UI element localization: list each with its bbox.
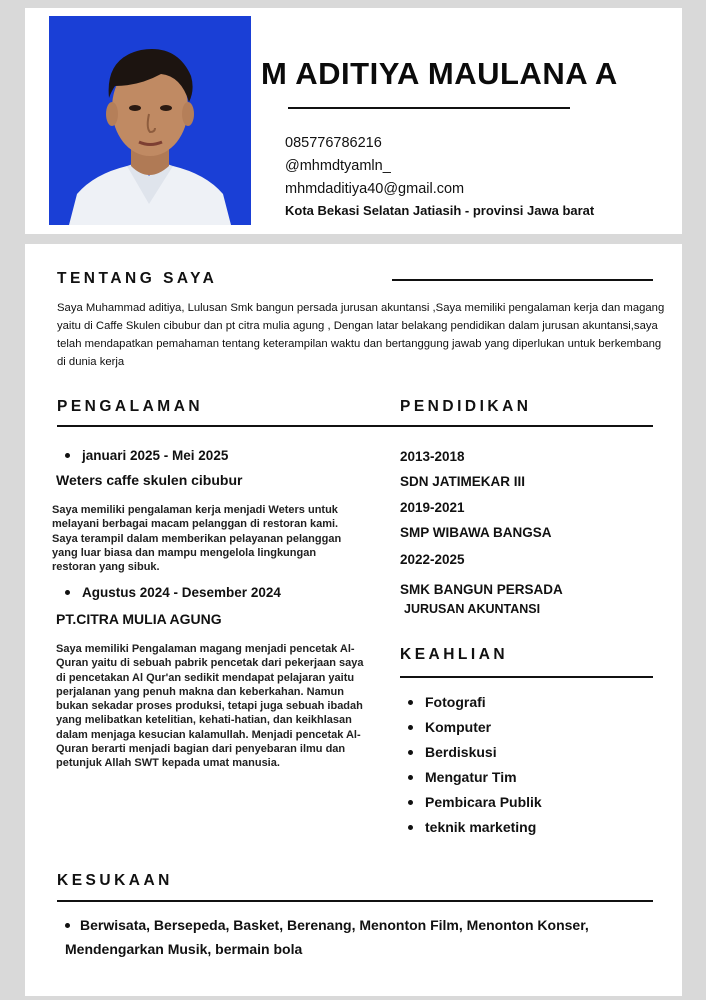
header-card <box>25 8 682 234</box>
hobbies-list <box>65 913 645 961</box>
hobbies-text: Berwisata, Bersepeda, Basket, Berenang, Menonton Film, Menonton Konser, Mendengarkan Musik, bermain bola <box>65 917 589 957</box>
experience-period-1 <box>65 448 228 463</box>
bullet-icon <box>408 750 413 755</box>
bullet-icon <box>65 590 70 595</box>
skill-item <box>408 740 542 765</box>
skills-title: KEAHLIAN <box>400 646 509 663</box>
skills-divider <box>400 676 653 678</box>
experience-description-1: Saya memiliki pengalaman kerja menjadi Weters untuk melayani berbagai macam pelanggan di restoran kami. Saya terampil dalam memberikan pelayanan pelanggan yang luar biasa dan mampu mengelola lingkungan restoran yang sibuk. <box>52 504 342 574</box>
bullet-icon <box>408 775 413 780</box>
experience-title: PENGALAMAN <box>57 398 204 415</box>
education-school-2: SMP WIBAWA BANGSA <box>400 525 552 540</box>
hobbies-title: KESUKAAN <box>57 872 173 889</box>
candidate-name: M ADITIYA MAULANA A <box>261 56 618 91</box>
skill-item <box>408 715 542 740</box>
skill-item-label: teknik marketing <box>425 819 537 835</box>
education-title: PENDIDIKAN <box>400 398 532 415</box>
bullet-icon <box>65 923 70 928</box>
education-years-2: 2019-2021 <box>400 500 465 515</box>
education-school-1: SDN JATIMEKAR III <box>400 474 526 489</box>
skill-item-label: Komputer <box>425 719 492 735</box>
bullet-icon <box>408 825 413 830</box>
bullet-icon <box>408 725 413 730</box>
bullet-icon <box>65 453 70 458</box>
experience-period-text: januari 2025 - Mei 2025 <box>82 448 229 463</box>
profile-photo <box>49 16 251 225</box>
home-address: Kota Bekasi Selatan Jatiasih - provinsi Jawa barat <box>285 203 595 218</box>
experience-period-2 <box>65 585 281 600</box>
skill-item-label: Pembicara Publik <box>425 794 542 810</box>
skill-item-label: Berdiskusi <box>425 744 497 760</box>
email-address: mhmdaditiya40@gmail.com <box>285 181 465 197</box>
bullet-icon <box>408 700 413 705</box>
education-years-3: 2022-2025 <box>400 552 465 567</box>
skills-list <box>408 690 542 840</box>
experience-company-1: Weters caffe skulen cibubur <box>56 472 243 488</box>
skill-item <box>408 815 542 840</box>
experience-company-2: PT.CITRA MULIA AGUNG <box>56 611 222 627</box>
experience-education-divider <box>57 425 653 427</box>
education-school-3: SMK BANGUN PERSADA <box>400 582 563 597</box>
profile-photo-illustration <box>49 16 251 225</box>
skill-item <box>408 690 542 715</box>
social-handle: @mhmdtyamln_ <box>285 158 391 174</box>
skill-item <box>408 790 542 815</box>
skill-item <box>408 765 542 790</box>
phone-number: 085776786216 <box>285 135 382 151</box>
about-title: TENTANG SAYA <box>57 270 218 287</box>
education-major-3: JURUSAN AKUNTANSI <box>404 602 541 616</box>
skill-item-label: Mengatur Tim <box>425 769 517 785</box>
bullet-icon <box>408 800 413 805</box>
main-card <box>25 244 682 996</box>
education-years-1: 2013-2018 <box>400 449 465 464</box>
hobbies-divider <box>57 900 653 902</box>
skill-item-label: Fotografi <box>425 694 486 710</box>
about-divider <box>392 279 653 281</box>
experience-period-text: Agustus 2024 - Desember 2024 <box>82 585 281 600</box>
about-text: Saya Muhammad aditiya, Lulusan Smk bangun persada jurusan akuntansi ,Saya memiliki pengalaman kerja dan magang yaitu di Caffe Skulen cibubur dan pt citra mulia agung , Dengan latar belakang pendidikan dalam jurusan akuntansi,saya telah mendapatkan pemahaman tentang keterampilan waktu dan bertanggung jawab yang diperlukan untuk berkembang di dunia kerja <box>57 302 665 368</box>
experience-description-2: Saya memiliki Pengalaman magang menjadi pencetak Al-Quran yaitu di sebuah pabrik pencetak dari pekerjaan saya di pencetakan Al Qur'an sedikit mendapat pelajaran yaitu perjalanan yang penuh makna dan keberkahan. Namun bukan sekadar proses produksi, tetapi juga sebuah ibadah yang melibatkan ketelitian, kehati-hatian, dan keikhlasan dalam menjaga kesucian kalamullah. Menjadi pencetak Al-Quran berarti menjadi bagian dari penyebaran ilmu dan petunjuk Allah SWT kepada umat manusia. <box>56 643 364 770</box>
name-divider <box>288 107 570 109</box>
